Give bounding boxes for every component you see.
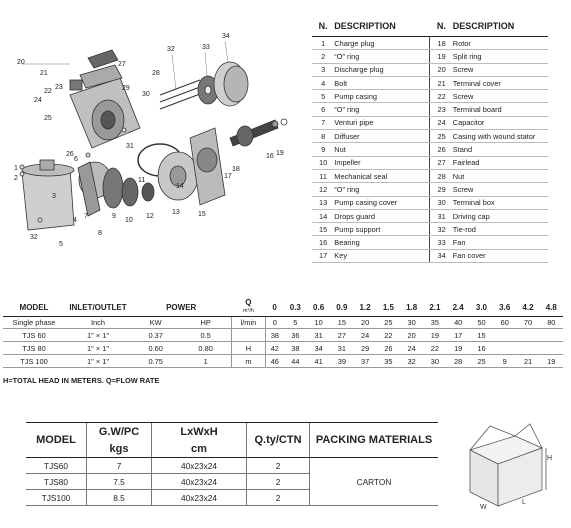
part-description: Discharge plug <box>334 63 430 76</box>
part-description: Driving cap <box>453 209 548 222</box>
part-description: Casing with wound stator <box>453 130 548 143</box>
pack-header-gw-unit: kgs <box>87 440 152 458</box>
callout-29: 29 <box>122 85 130 92</box>
parts-row <box>312 249 548 262</box>
perf-header-model: MODEL <box>19 302 49 312</box>
callout-24: 24 <box>34 97 42 104</box>
callout-21: 21 <box>40 70 48 77</box>
perf-head-value: 38 <box>284 342 307 355</box>
part-number: 4 <box>312 76 334 89</box>
box-label-h: H <box>547 455 552 462</box>
part-number: 6 <box>312 103 334 116</box>
callout-27: 27 <box>118 61 126 68</box>
part-number: 25 <box>430 130 453 143</box>
performance-table <box>3 299 563 368</box>
box-label-l: L <box>522 499 526 506</box>
perf-unit-lmin: 10 <box>307 317 330 329</box>
perf-head-value: 38 <box>265 329 283 342</box>
callout-25: 25 <box>44 115 52 122</box>
perf-unit-lmin: 20 <box>353 317 376 329</box>
callout-2: 2 <box>14 175 18 182</box>
part-description: Bearing <box>334 236 430 249</box>
perf-header-flow: 2.1 <box>429 302 441 312</box>
part-description: Drops guard <box>334 209 430 222</box>
performance-note: H=TOTAL HEAD IN METERS. Q=FLOW RATE <box>3 376 160 385</box>
performance-table-container <box>3 299 563 368</box>
perf-head-value: 41 <box>307 355 330 368</box>
part-description: Terminal cover <box>453 76 548 89</box>
callout-5: 5 <box>59 241 63 248</box>
perf-head-value <box>540 342 563 355</box>
pack-header-materials: PACKING MATERIALS <box>310 423 439 458</box>
perf-kw: 0.37 <box>131 329 180 342</box>
pack-gw: 7 <box>87 458 152 474</box>
part-description: Split ring <box>453 50 548 63</box>
callout-20: 20 <box>17 59 25 66</box>
part-number: 21 <box>430 76 453 89</box>
pack-header-size-unit: cm <box>152 440 247 458</box>
perf-head-value <box>493 342 516 355</box>
part-description: Fan <box>453 236 548 249</box>
parts-row <box>312 236 548 249</box>
part-number: 16 <box>312 236 334 249</box>
callout-11: 11 <box>138 177 146 184</box>
packing-table <box>26 422 438 506</box>
part-number: 23 <box>430 103 453 116</box>
part-number: 27 <box>430 156 453 169</box>
parts-header-description: DESCRIPTION <box>334 20 430 37</box>
callout-31: 31 <box>126 143 134 150</box>
perf-q-unit: m³/h <box>242 308 254 314</box>
perf-head-value: 22 <box>423 342 446 355</box>
pack-gw: 8.5 <box>87 490 152 506</box>
callout-1: 1 <box>14 165 18 172</box>
box-label-w: W <box>480 504 487 510</box>
perf-header-flow: 0 <box>272 302 277 312</box>
perf-unit-lmin: 30 <box>400 317 423 329</box>
callout-6: 6 <box>74 156 78 163</box>
parts-list <box>312 20 548 263</box>
part-description: Stand <box>453 143 548 156</box>
pack-header-gw: G.W/PC <box>87 423 152 441</box>
perf-h-label: H <box>231 342 265 355</box>
perf-unit-kw: KW <box>131 317 180 329</box>
part-description: Terminal box <box>453 196 548 209</box>
callout-7: 7 <box>84 213 88 220</box>
callout-13: 13 <box>172 209 180 216</box>
perf-head-value: 24 <box>400 342 423 355</box>
perf-row <box>3 342 563 355</box>
perf-head-value: 21 <box>516 355 539 368</box>
perf-unit-lmin: 70 <box>516 317 539 329</box>
part-description: Tie-rod <box>453 223 548 236</box>
perf-head-value: 31 <box>307 329 330 342</box>
part-description: “O” ring <box>334 50 430 63</box>
packing-table-container <box>26 422 438 506</box>
parts-row <box>312 169 548 182</box>
perf-unit-lmin: 50 <box>470 317 493 329</box>
part-number: 33 <box>430 236 453 249</box>
callout-9: 9 <box>112 213 116 220</box>
perf-row <box>3 329 563 342</box>
part-number: 31 <box>430 209 453 222</box>
perf-header-flow: 0.6 <box>313 302 325 312</box>
part-description: “O” ring <box>334 183 430 196</box>
part-number: 13 <box>312 196 334 209</box>
perf-header-power: POWER <box>166 302 197 312</box>
callout-17: 17 <box>224 173 232 180</box>
parts-row <box>312 196 548 209</box>
pack-header-size: LxWxH <box>152 423 247 441</box>
perf-unit-lmin: 60 <box>493 317 516 329</box>
perf-unit-inlet: Inch <box>65 317 131 329</box>
perf-head-value: 24 <box>353 329 376 342</box>
perf-hp: 0.5 <box>180 329 231 342</box>
part-number: 32 <box>430 223 453 236</box>
callout-33: 33 <box>202 44 210 51</box>
perf-head-value: 19 <box>540 355 563 368</box>
part-description: Mechanical seal <box>334 169 430 182</box>
perf-unit-lmin: 0 <box>265 317 283 329</box>
perf-header-q <box>231 299 265 315</box>
perf-header-flow: 3.0 <box>475 302 487 312</box>
part-number: 2 <box>312 50 334 63</box>
perf-unit-lmin: 80 <box>540 317 563 329</box>
perf-head-value: 29 <box>353 342 376 355</box>
perf-head-value: 16 <box>470 342 493 355</box>
perf-head-value: 35 <box>377 355 400 368</box>
perf-unit-lmin: 35 <box>423 317 446 329</box>
pack-model: TJS100 <box>26 490 87 506</box>
exploded-pump-diagram <box>0 20 310 255</box>
perf-head-value: 39 <box>330 355 353 368</box>
part-number: 18 <box>430 37 453 50</box>
pack-gw: 7.5 <box>87 474 152 490</box>
perf-head-value: 32 <box>400 355 423 368</box>
perf-model: TJS 60 <box>3 329 65 342</box>
perf-hp: 1 <box>180 355 231 368</box>
part-number: 7 <box>312 116 334 129</box>
perf-head-value: 42 <box>265 342 283 355</box>
part-description: Bolt <box>334 76 430 89</box>
perf-head-value: 44 <box>284 355 307 368</box>
callout-22: 22 <box>44 88 52 95</box>
perf-head-value: 26 <box>377 342 400 355</box>
part-description: Pump casing cover <box>334 196 430 209</box>
part-description: Pump support <box>334 223 430 236</box>
perf-unit-lmin: 5 <box>284 317 307 329</box>
perf-inlet: 1" × 1" <box>65 329 131 342</box>
part-description: Impeller <box>334 156 430 169</box>
part-number: 26 <box>430 143 453 156</box>
part-number: 19 <box>430 50 453 63</box>
perf-unit-model: Single phase <box>3 317 65 329</box>
callout-23: 23 <box>55 84 63 91</box>
perf-head-value: 20 <box>400 329 423 342</box>
part-number: 10 <box>312 156 334 169</box>
part-number: 1 <box>312 37 334 50</box>
part-description: Pump casing <box>334 90 430 103</box>
part-description: Venturi pipe <box>334 116 430 129</box>
part-description: Rotor <box>453 37 548 50</box>
perf-unit-q: l/min <box>231 317 265 329</box>
callout-4: 4 <box>73 217 77 224</box>
pack-model: TJS60 <box>26 458 87 474</box>
callout-8: 8 <box>98 230 102 237</box>
callout-15: 15 <box>198 211 206 218</box>
part-number: 5 <box>312 90 334 103</box>
part-number: 12 <box>312 183 334 196</box>
perf-head-value: 19 <box>447 342 470 355</box>
perf-head-value: 34 <box>307 342 330 355</box>
part-description: Nut <box>334 143 430 156</box>
perf-head-value <box>540 329 563 342</box>
perf-inlet: 1" × 1" <box>65 355 131 368</box>
parts-row <box>312 50 548 63</box>
callout-10: 10 <box>125 217 133 224</box>
callout-14: 14 <box>176 183 184 190</box>
perf-row <box>3 355 563 368</box>
pack-size: 40x23x24 <box>152 458 247 474</box>
part-number: 30 <box>430 196 453 209</box>
perf-header-flow: 4.8 <box>545 302 557 312</box>
part-number: 11 <box>312 169 334 182</box>
perf-unit-row <box>3 317 563 329</box>
perf-head-value: 27 <box>330 329 353 342</box>
perf-head-value <box>493 329 516 342</box>
part-number: 3 <box>312 63 334 76</box>
perf-kw: 0.75 <box>131 355 180 368</box>
part-description: Terminal board <box>453 103 548 116</box>
callout-18: 18 <box>232 166 240 173</box>
part-description: Fan cover <box>453 249 548 262</box>
perf-model: TJS 100 <box>3 355 65 368</box>
pack-header-qty: Q.ty/CTN <box>247 423 310 458</box>
pack-row <box>26 458 438 474</box>
perf-head-value: 31 <box>330 342 353 355</box>
pack-size: 40x23x24 <box>152 474 247 490</box>
callout-19: 19 <box>276 150 284 157</box>
parts-row <box>312 116 548 129</box>
parts-row <box>312 130 548 143</box>
part-number: 14 <box>312 209 334 222</box>
perf-head-value: 15 <box>470 329 493 342</box>
part-description: Screw <box>453 90 548 103</box>
part-number: 15 <box>312 223 334 236</box>
pack-size: 40x23x24 <box>152 490 247 506</box>
part-description: Capacitor <box>453 116 548 129</box>
perf-header-flow: 1.5 <box>382 302 394 312</box>
part-number: 20 <box>430 63 453 76</box>
part-description: Nut <box>453 169 548 182</box>
part-number: 17 <box>312 249 334 262</box>
part-description: Screw <box>453 63 548 76</box>
carton-box-illustration <box>460 420 552 510</box>
perf-head-value <box>516 342 539 355</box>
parts-row <box>312 209 548 222</box>
parts-header-n: N. <box>430 20 453 37</box>
part-description: Fairlead <box>453 156 548 169</box>
parts-header-description: DESCRIPTION <box>453 20 548 37</box>
part-number: 22 <box>430 90 453 103</box>
part-number: 9 <box>312 143 334 156</box>
perf-hp: 0.80 <box>180 342 231 355</box>
perf-head-value: 22 <box>377 329 400 342</box>
perf-head-value: 37 <box>353 355 376 368</box>
perf-head-value: 9 <box>493 355 516 368</box>
perf-head-value: 46 <box>265 355 283 368</box>
perf-unit-lmin: 15 <box>330 317 353 329</box>
perf-header-flow: 2.4 <box>452 302 464 312</box>
perf-head-value: 28 <box>447 355 470 368</box>
perf-header-flow: 1.2 <box>359 302 371 312</box>
perf-unit-lmin: 25 <box>377 317 400 329</box>
callout-30: 30 <box>142 91 150 98</box>
pack-header-model: MODEL <box>26 423 87 458</box>
parts-table <box>312 20 548 263</box>
perf-unit-lmin: 40 <box>447 317 470 329</box>
perf-header-flow: 3.6 <box>499 302 511 312</box>
perf-model: TJS 80 <box>3 342 65 355</box>
pack-qty: 2 <box>247 458 310 474</box>
parts-row <box>312 37 548 50</box>
perf-head-value: 36 <box>284 329 307 342</box>
pack-qty: 2 <box>247 474 310 490</box>
perf-kw: 0.60 <box>131 342 180 355</box>
parts-row <box>312 103 548 116</box>
perf-header-inlet: INLET/OUTLET <box>69 302 127 312</box>
perf-unit-hp: HP <box>180 317 231 329</box>
part-description: Charge plug <box>334 37 430 50</box>
part-description: Screw <box>453 183 548 196</box>
callout-28: 28 <box>152 70 160 77</box>
perf-q-label: Q <box>245 298 252 307</box>
part-description: “O” ring <box>334 103 430 116</box>
pack-material: CARTON <box>310 458 439 506</box>
perf-header-flow: 1.8 <box>406 302 418 312</box>
pack-qty: 2 <box>247 490 310 506</box>
part-number: 34 <box>430 249 453 262</box>
callout-26: 26 <box>66 151 74 158</box>
callout-32: 32 <box>167 46 175 53</box>
callout-16: 16 <box>266 153 274 160</box>
parts-row <box>312 223 548 236</box>
part-number: 29 <box>430 183 453 196</box>
parts-row <box>312 63 548 76</box>
callout-3: 3 <box>52 193 56 200</box>
parts-row <box>312 90 548 103</box>
callout-34: 34 <box>222 33 230 40</box>
parts-row <box>312 76 548 89</box>
perf-header-flow: 4.2 <box>522 302 534 312</box>
parts-row <box>312 156 548 169</box>
perf-header-flow: 0.9 <box>336 302 348 312</box>
parts-header-n: N. <box>312 20 334 37</box>
parts-row <box>312 183 548 196</box>
perf-head-value: 30 <box>423 355 446 368</box>
parts-row <box>312 143 548 156</box>
perf-head-value: 19 <box>423 329 446 342</box>
part-description: Diffuser <box>334 130 430 143</box>
perf-header-flow: 0.3 <box>289 302 301 312</box>
perf-head-value: 17 <box>447 329 470 342</box>
part-number: 28 <box>430 169 453 182</box>
pack-model: TJS80 <box>26 474 87 490</box>
callout-32-bottom: 32 <box>30 234 38 241</box>
part-number: 8 <box>312 130 334 143</box>
perf-h-label: m <box>231 355 265 368</box>
part-description: Key <box>334 249 430 262</box>
perf-h-label <box>231 329 265 342</box>
perf-head-value <box>516 329 539 342</box>
perf-inlet: 1" × 1" <box>65 342 131 355</box>
perf-head-value: 25 <box>470 355 493 368</box>
callout-12: 12 <box>146 213 154 220</box>
part-number: 24 <box>430 116 453 129</box>
